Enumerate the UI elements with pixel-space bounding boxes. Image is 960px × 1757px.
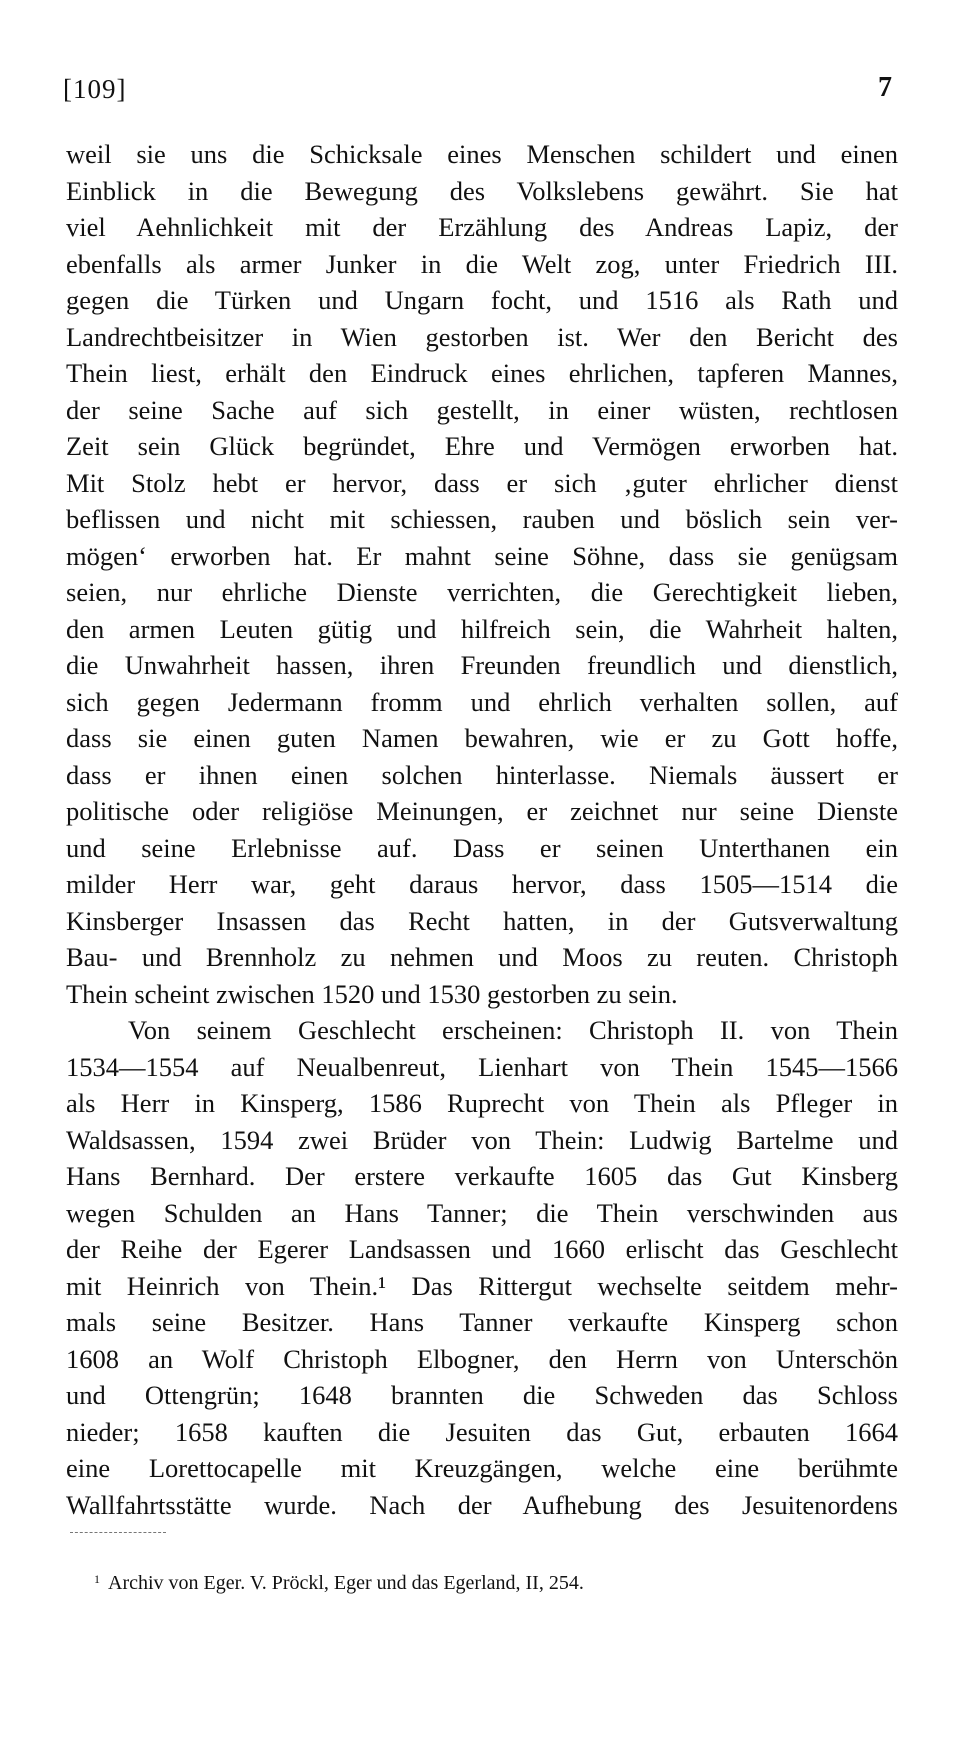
text-line: Einblick in die Bewegung des Volkslebens gewährt. Sie hat — [66, 175, 898, 206]
footnote — [94, 1572, 584, 1595]
paragraph-start-line: Von seinem Geschlecht erscheinen: Christoph II. von Thein — [128, 1015, 898, 1045]
text-line: den armen Leuten gütig und hilfreich sein, die Wahrheit halten, — [66, 613, 898, 644]
text-line: der seine Sache auf sich gestellt, in einer wüsten, rechtlosen — [66, 394, 898, 425]
text-line: wegen Schulden an Hans Tanner; die Thein verschwinden aus — [66, 1197, 898, 1228]
text-line: als Herr in Kinsperg, 1586 Ruprecht von Thein als Pfleger in — [66, 1088, 898, 1118]
text-line: der Reihe der Egerer Landsassen und 1660 erlischt das Geschlecht — [66, 1234, 898, 1264]
text-line: ebenfalls als armer Junker in die Welt zog, unter Friedrich III. — [66, 248, 898, 279]
text-line: Bau- und Brennholz zu nehmen und Moos zu reuten. Christoph — [66, 942, 898, 972]
footnote-separator — [70, 1532, 166, 1533]
folio-number: 7 — [878, 72, 892, 103]
text-line: und Ottengrün; 1648 brannten die Schweden das Schloss — [66, 1380, 898, 1410]
page-number: [109] — [63, 74, 127, 104]
text-line: Hans Bernhard. Der erstere verkaufte 1605 das Gut Kinsberg — [66, 1161, 898, 1191]
text-line: viel Aehnlichkeit mit der Erzählung des Andreas Lapiz, der — [66, 212, 898, 242]
text-line: mögen‘ erworben hat. Er mahnt seine Söhne, dass sie genügsam — [66, 540, 898, 571]
text-line: Zeit sein Glück begründet, Ehre und Vermögen erworben hat. — [66, 431, 898, 461]
paragraph-end-line: Thein scheint zwischen 1520 und 1530 gestorben zu sein. — [66, 978, 678, 1009]
text-line: nieder; 1658 kauften die Jesuiten das Gut, erbauten 1664 — [66, 1416, 898, 1447]
text-line: weil sie uns die Schicksale eines Menschen schildert und einen — [66, 139, 898, 169]
text-line: dass er ihnen einen solchen hinterlasse. Niemals äussert er — [66, 759, 898, 790]
text-line: mals seine Besitzer. Hans Tanner verkaufte Kinsperg schon — [66, 1307, 898, 1337]
text-line: gegen die Türken und Ungarn focht, und 1516 als Rath und — [66, 285, 898, 315]
body-text — [66, 136, 898, 1523]
text-line: eine Lorettocapelle mit Kreuzgängen, welche eine berühmte — [66, 1453, 898, 1483]
text-line: politische oder religiöse Meinungen, er zeichnet nur seine Dienste — [66, 796, 898, 826]
text-line: 1608 an Wolf Christoph Elbogner, den Herrn von Unterschön — [66, 1343, 898, 1374]
text-line: Waldsassen, 1594 zwei Brüder von Thein: Ludwig Bartelme und — [66, 1124, 898, 1155]
text-line: Kinsberger Insassen das Recht hatten, in der Gutsverwaltung — [66, 905, 898, 936]
footnote-text: Archiv von Eger. V. Pröckl, Eger und das Egerland, II, 254. — [108, 1572, 584, 1594]
text-line: beflissen und nicht mit schiessen, rauben und böslich sein ver- — [66, 504, 898, 534]
text-line: seien, nur ehrliche Dienste verrichten, die Gerechtigkeit lieben, — [66, 577, 898, 607]
text-line: Mit Stolz hebt er hervor, dass er sich ‚guter ehrlicher dienst — [66, 467, 898, 498]
footnote-marker: 1 — [94, 1572, 100, 1586]
text-line: mit Heinrich von Thein.¹ Das Rittergut wechselte seitdem mehr- — [66, 1270, 898, 1301]
text-line: Thein liest, erhält den Eindruck eines ehrlichen, tapferen Mannes, — [66, 358, 898, 388]
text-line: Wallfahrtsstätte wurde. Nach der Aufhebung des Jesuitenordens — [66, 1489, 898, 1520]
text-line: sich gegen Jedermann fromm und ehrlich verhalten sollen, auf — [66, 686, 898, 717]
text-line: Landrechtbeisitzer in Wien gestorben ist. Wer den Bericht des — [66, 321, 898, 352]
text-line: die Unwahrheit hassen, ihren Freunden freundlich und dienstlich, — [66, 650, 898, 680]
text-line: und seine Erlebnisse auf. Dass er seinen Unterthanen ein — [66, 832, 898, 863]
text-line: 1534—1554 auf Neualbenreut, Lienhart von Thein 1545—1566 — [66, 1051, 898, 1082]
text-line: milder Herr war, geht daraus hervor, dass 1505—1514 die — [66, 869, 898, 899]
text-line: dass sie einen guten Namen bewahren, wie er zu Gott hoffe, — [66, 723, 898, 753]
